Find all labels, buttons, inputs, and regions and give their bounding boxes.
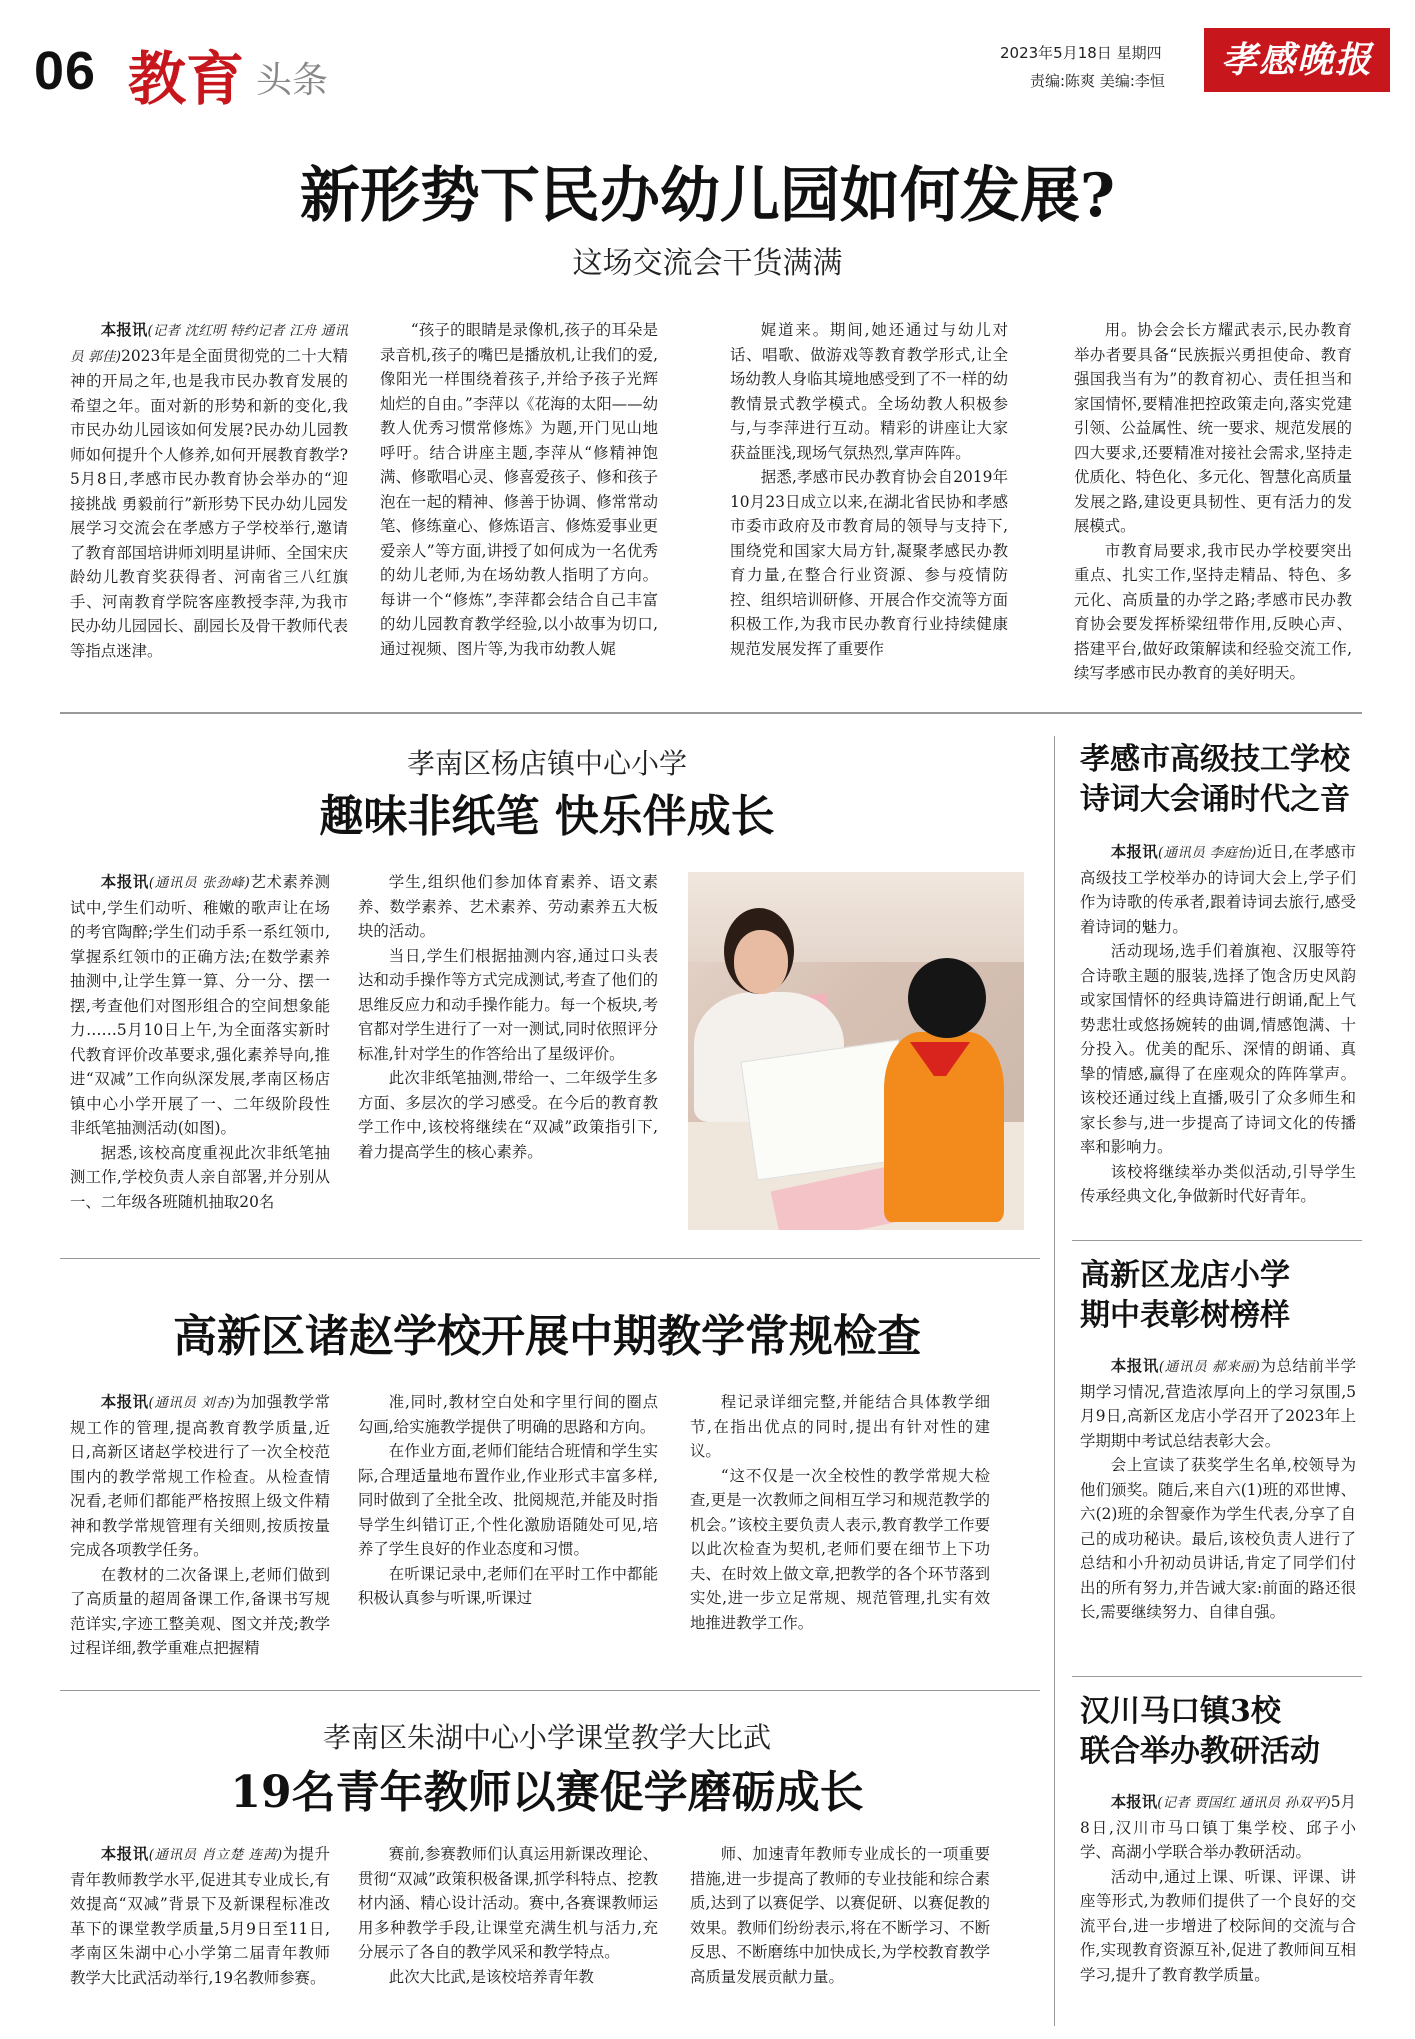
lead-subheadline: 这场交流会干货满满 (572, 246, 843, 281)
story4-column-3 (690, 1842, 990, 2018)
story3-column-3 (690, 1390, 990, 1670)
sidebar-brief3-title-line2: 联合举办教研活动 (1080, 1734, 1320, 1769)
sidebar-brief3-body (1080, 1790, 1356, 2020)
story4-paragraph: 为提升青年教师教学水平,促进其专业成长,有效提高“双减”背景下及新课程标准改革下的课堂教学质量,5月9日至11日,孝南区朱湖中心小学第二届青年教师教学大比武活动举行,19名教师参赛。 (70, 1845, 330, 1987)
lead-column-2 (380, 318, 658, 688)
story2-paragraph: 此次非纸笔抽测,带给一、二年级学生多方面、多层次的学习感受。在今后的教育教学工作中,该校将继续在“双减”政策指引下,着力提高学生的核心素养。 (358, 1069, 658, 1161)
story2-dateline: 本报讯 (100, 873, 149, 891)
sidebar-divider-1 (1072, 1240, 1362, 1241)
lead-paragraph: 2023年是全面贯彻党的二十大精神的开局之年,也是我市民办教育发展的希望之年。面对新的形势和新的变化,我市民办幼儿园该如何发展?民办幼儿园教师如何提升个人修养,如何开展教育教学?5月8日,孝感市民办教育协会举办的“迎接挑战 勇毅前行”新形势下民办幼儿园发展学习交流会在孝感方子学校举行,邀请了教育部国培讲师刘明星讲师、全国宋庆龄幼儿教育奖获得者、河南省三八红旗手、河南教育学院客座教授李萍,为我市民办幼儿园园长、副园长及骨干教师代表等指点迷津。 (70, 346, 348, 660)
sidebar-brief2-body (1080, 1354, 1356, 1654)
lead-headline: 新形势下民办幼儿园如何发展? (299, 161, 1116, 231)
sidebar-divider (1054, 736, 1055, 2026)
sidebar-brief2-paragraph: 为总结前半学期学习情况,营造浓厚向上的学习氛围,5月9日,高新区龙店小学召开了2023年上学期期中考试总结表彰大会。 (1080, 1357, 1356, 1450)
photo-student-head (908, 958, 986, 1038)
story3-paragraph: 在听课记录中,老师们在平时工作中都能积极认真参与听课,听课过 (358, 1564, 658, 1607)
sidebar-brief2-paragraph: 会上宣读了获奖学生名单,校领导为他们颁奖。随后,来自六(1)班的邓世博、六(2)班的余智豪作为学生代表,分享了自己的成功秘诀。最后,该校负责人进行了总结和小升初动员讲话,肯定了同学们付出的所有努力,并告诫大家:前面的路还很长,需要继续努力、自律自强。 (1080, 1456, 1356, 1621)
story3-paragraph: 在作业方面,老师们能结合班情和学生实际,合理适量地布置作业,作业形式丰富多样,同时做到了全批全改、批阅规范,并能及时指导学生纠错订正,个性化激励语随处可见,培养了学生良好的作业态度和习惯。 (358, 1442, 658, 1558)
lead-paragraph: “孩子的眼睛是录像机,孩子的耳朵是录音机,孩子的嘴巴是播放机,让我们的爱,像阳光一样围绕着孩子,并给予孩子光辉灿烂的自由。”李萍以《花海的太阳——幼教人优秀习惯常修炼》为题,开门见山地呼吁。结合讲座主题,李萍从“修精神饱满、修歌唱心灵、修喜爱孩子、修和孩子泡在一起的精神、修善于协调、修常常动笔、修练童心、修炼语言、修炼爱事业更爱亲人”等方面,讲授了如何成为一名优秀的幼儿老师,为在场幼教人指明了方向。每讲一个“修炼”,李萍都会结合自己丰富的幼儿园教育教学经验,以小故事为切口,通过视频、图片等,为我市幼教人娓 (380, 321, 658, 658)
story4-paragraph: 赛前,参赛教师们认真运用新课改理论、贯彻“双减”政策积极备课,抓学科特点、挖教材内涵、精心设计活动。赛中,各赛课教师运用多种教学手段,让课堂充满生机与活力,充分展示了各自的教学风采和教学特点。 (358, 1845, 658, 1961)
newspaper-logo: 孝感晚报 (1204, 28, 1390, 92)
sidebar-brief3-title-line1: 汉川马口镇3校 (1080, 1694, 1281, 1729)
story4-column-1 (70, 1842, 330, 2018)
sidebar-brief2-title-line1: 高新区龙店小学 (1080, 1258, 1290, 1293)
story4-kicker: 孝南区朱湖中心小学课堂教学大比武 (322, 1721, 771, 1754)
section-name: 教育 (128, 45, 245, 113)
divider-lead-story (60, 712, 1362, 714)
story4-byline: (通讯员 肖立楚 连茜) (148, 1847, 283, 1863)
story2-kicker: 孝南区杨店镇中心小学 (406, 747, 687, 780)
story4-paragraph: 此次大比武,是该校培养青年教 (388, 1967, 594, 1986)
section-subname: 头条 (256, 60, 329, 101)
story2-paragraph: 艺术素养测试中,学生们动听、稚嫩的歌声让在场的考官陶醉;学生们动手系一系红领巾,掌握系红领巾的正确方法;在数学素养抽测中,让学生算一算、分一分、摆一摆,考查他们对图形组合的空间想象能力……5月10日上午,为全面落实新时代教育评价改革要求,强化素养导向,推进“双减”工作向纵深发展,孝南区杨店镇中心小学开展了一、二年级阶段性非纸笔抽测活动(如图)。 (70, 873, 330, 1137)
story4-headline: 19名青年教师以赛促学磨砺成长 (230, 1767, 864, 1818)
story3-paragraph: “这不仅是一次全校性的教学常规大检查,更是一次教师之间相互学习和规范教学的机会。”该校主要负责人表示,教育教学工作要以此次检查为契机,老师们要在细节上下功夫、在时效上做文章,把教学的各个环节落到实处,进一步立足常规、规范管理,扎实有效地推进教学工作。 (690, 1466, 990, 1632)
sidebar-brief1-paragraph: 近日,在孝感市高级技工学校举办的诗词大会上,学子们作为诗歌的传承者,跟着诗词去旅行,感受着诗词的魅力。 (1080, 843, 1356, 936)
sidebar-brief1-title-line1: 孝感市高级技工学校 (1080, 742, 1350, 777)
story2-paragraph: 学生,组织他们参加体育素养、语文素养、数学素养、艺术素养、劳动素养五大板块的活动。 (358, 873, 658, 940)
issue-date: 2023年5月18日 星期四 (1000, 44, 1162, 62)
story2-byline: (通讯员 张劲峰) (148, 875, 250, 891)
page-number: 06 (34, 41, 97, 101)
lead-paragraph: 用。协会会长方耀武表示,民办教育举办者要具备“民族振兴勇担使命、教育强国我当有为”的教育初心、责任担当和家国情怀,要精准把控政策走向,落实党建引领、公益属性、统一要求、规范发展的四大要求,还要精准对接社会需求,坚持走优质化、特色化、多元化、智慧化高质量发展之路,建设更具韧性、更有活力的发展模式。 (1074, 321, 1352, 535)
lead-dateline: 本报讯 (100, 321, 148, 339)
story3-paragraph: 程记录详细完整,并能结合具体教学细节,在指出优点的同时,提出有针对性的建议。 (690, 1393, 990, 1460)
sidebar-brief2-byline: (通讯员 郝来丽) (1158, 1359, 1260, 1375)
story3-headline: 高新区诸赵学校开展中期教学常规检查 (173, 1311, 921, 1362)
sidebar-brief3-paragraph: 活动中,通过上课、听课、评课、讲座等形式,为教师们提供了一个良好的交流平台,进一步增进了校际间的交流与合作,实现教育资源互补,促进了教师间互相学习,提升了教育教学质量。 (1080, 1867, 1356, 1984)
lead-column-4 (1074, 318, 1352, 688)
story2-column-2 (358, 870, 658, 1230)
lead-paragraph: 市教育局要求,我市民办学校要突出重点、扎实工作,坚持走精品、特色、多元化、高质量的办学之路;孝感市民办教育协会要发挥桥梁纽带作用,反映心声、搭建平台,做好政策解读和经验交流工作,续写孝感市民办教育的美好明天。 (1074, 541, 1352, 682)
story3-dateline: 本报讯 (100, 1393, 149, 1411)
story3-column-2 (358, 1390, 658, 1670)
sidebar-brief1-body (1080, 840, 1356, 1228)
photo-teacher-face (734, 930, 788, 994)
lead-column-3 (730, 318, 1008, 688)
sidebar-brief1-byline: (通讯员 李庭怡) (1157, 845, 1257, 861)
lead-column-1 (70, 318, 348, 688)
sidebar-brief3-title (1080, 1692, 1370, 1772)
lead-paragraph: 据悉,孝感市民办教育协会自2019年10月23日成立以来,在湖北省民协和孝感市委市政府及市教育局的领导与支持下,围绕党和国家大局方针,凝聚孝感民办教育力量,在整合行业资源、参与疫情防控、组织培训研修、开展合作交流等方面积极工作,为我市民办教育行业持续健康规范发展发挥了重要作 (730, 468, 1008, 658)
story3-paragraph: 为加强教学常规工作的管理,提高教育教学质量,近日,高新区诸赵学校进行了一次全校范围内的教学常规工作检查。从检查情况看,老师们都能严格按照上级文件精神和教学常规管理有关细则,按质按量完成各项教学任务。 (70, 1393, 330, 1559)
sidebar-brief2-title-line2: 期中表彰树榜样 (1080, 1298, 1290, 1333)
story3-paragraph: 准,同时,教材空白处和字里行间的圈点勾画,给实施教学提供了明确的思路和方向。 (358, 1393, 658, 1436)
story3-paragraph: 在教材的二次备课上,老师们做到了高质量的超周备课工作,备课书写规范详实,字迹工整美观、图文并茂;教学过程详细,教学重难点把握精 (70, 1565, 330, 1657)
sidebar-brief1-paragraph: 该校将继续举办类似活动,引导学生传承经典文化,争做新时代好青年。 (1080, 1162, 1356, 1205)
sidebar-brief3-dateline: 本报讯 (1110, 1793, 1158, 1811)
news-photo-teacher-and-student (688, 872, 1024, 1230)
sidebar-brief1-paragraph: 活动现场,选手们着旗袍、汉服等符合诗歌主题的服装,选择了饱含历史风韵或家国情怀的经典诗篇进行朗诵,配上气势悲壮或悠扬婉转的曲调,情感饱满、十分投入。优美的配乐、深情的朗诵、真挚的情感,赢得了在座观众的阵阵掌声。该校还通过线上直播,吸引了众多师生和家长参与,进一步提高了诗词文化的传播率和影响力。 (1080, 942, 1356, 1156)
sidebar-brief1-title-line2: 诗词大会诵时代之音 (1080, 782, 1350, 817)
sidebar-brief1-dateline: 本报讯 (1110, 843, 1158, 861)
story4-column-2 (358, 1842, 658, 2018)
sidebar-divider-2 (1072, 1676, 1362, 1677)
sidebar-brief1-title (1080, 740, 1370, 820)
story2-headline: 趣味非纸笔 快乐伴成长 (319, 791, 775, 842)
sidebar-brief2-dateline: 本报讯 (1110, 1357, 1159, 1375)
story2-paragraph: 据悉,该校高度重视此次非纸笔抽测工作,学校负责人亲自部署,并分别从一、二年级各班随机抽取20名 (70, 1143, 330, 1211)
sidebar-brief3-paragraph: 5月8日,汉川市马口镇丁集学校、邱子小学、高湖小学联合举办教研活动。 (1080, 1793, 1356, 1861)
lead-paragraph: 娓道来。期间,她还通过与幼儿对话、唱歌、做游戏等教育教学形式,让全场幼教人身临其境地感受到了不一样的幼教情景式教学模式。全场幼教人积极参与,与李萍进行互动。精彩的讲座让大家获益匪浅,现场气氛热烈,掌声阵阵。 (730, 321, 1008, 462)
sidebar-brief2-title (1080, 1256, 1370, 1336)
story4-dateline: 本报讯 (100, 1845, 149, 1863)
divider-story2 (60, 1258, 1040, 1259)
story3-byline: (通讯员 刘杏) (148, 1395, 235, 1411)
editor-credits: 责编:陈爽 美编:李恒 (1030, 72, 1165, 90)
story2-paragraph: 当日,学生们根据抽测内容,通过口头表达和动手操作等方式完成测试,考查了他们的思维反应力和动手操作能力。每一个板块,考官都对学生进行了一对一测试,同时依照评分标准,针对学生的作答给出了星级评价。 (358, 946, 658, 1063)
story3-column-1 (70, 1390, 330, 1670)
story2-column-1 (70, 870, 330, 1230)
divider-story3 (60, 1690, 1040, 1691)
story4-paragraph: 师、加速青年教师专业成长的一项重要措施,进一步提高了教师的专业技能和综合素质,达到了以赛促学、以赛促研、以赛促教的效果。教师们纷纷表示,将在不断学习、不断反思、不断磨练中加快成长,为学校教育教学高质量发展贡献力量。 (690, 1845, 990, 1986)
lead-byline: (记者 沈红明 特约记者 江舟 通讯员 郭佳) (70, 323, 348, 365)
sidebar-brief3-byline: (记者 贾国红 通讯员 孙双平) (1157, 1795, 1331, 1811)
